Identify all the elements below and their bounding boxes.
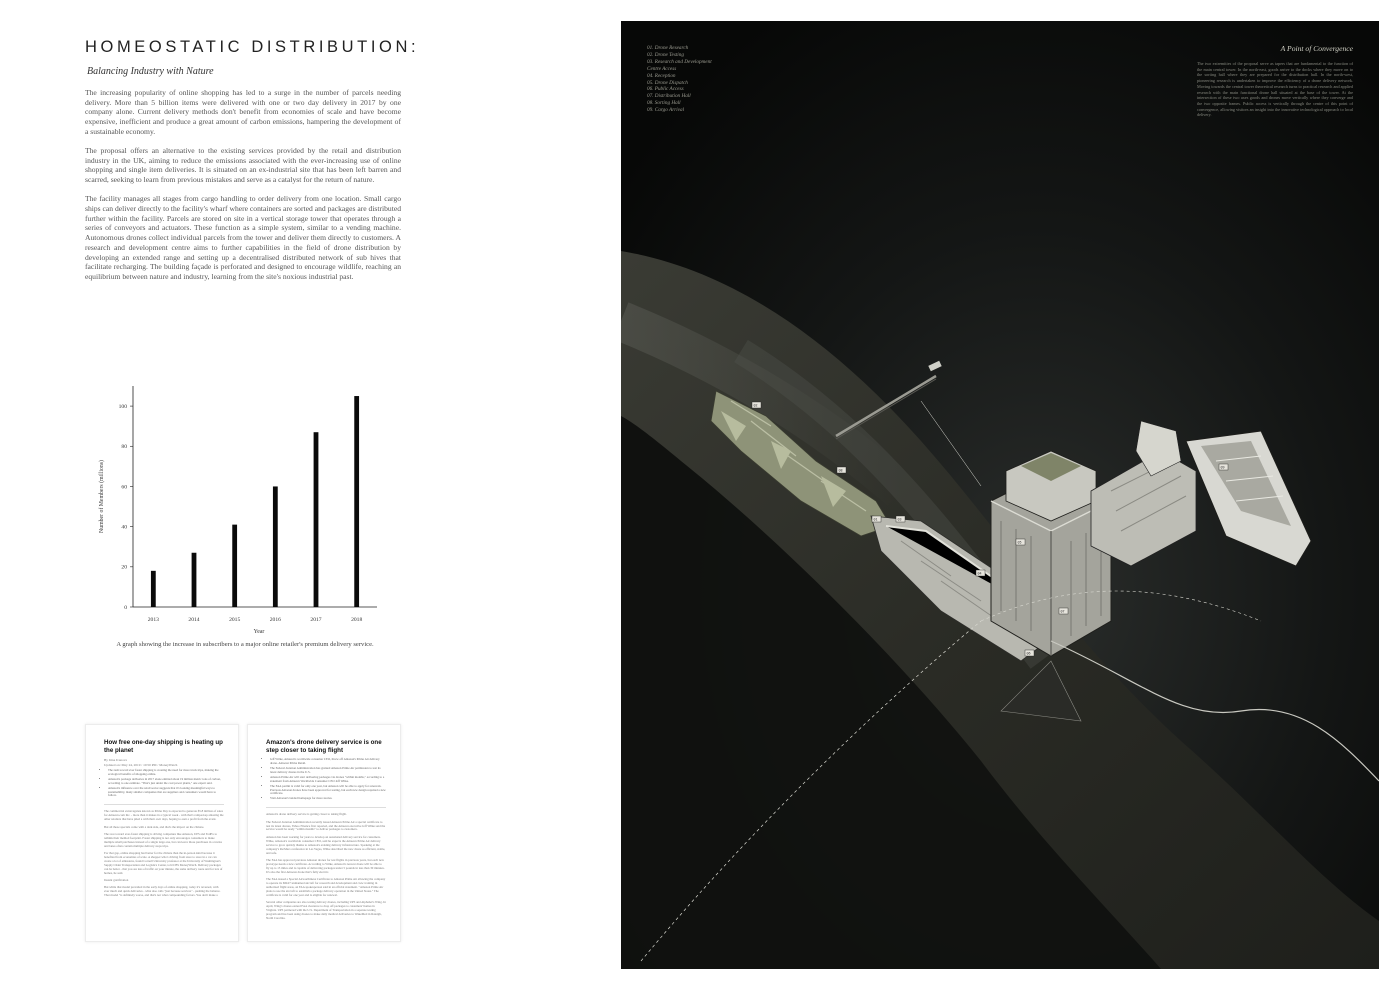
x-axis-title: Year: [253, 629, 265, 635]
news-article-drones: [247, 724, 401, 942]
legend-item: 03. Research and Development: [647, 58, 712, 65]
article-title: How free one-day shipping is heating up the planet: [104, 739, 223, 754]
legend-item: Centre Access: [647, 65, 677, 72]
y-tick-label: 0: [124, 604, 127, 611]
storage-tower: [991, 451, 1111, 656]
bar-2017: [314, 432, 319, 607]
chart-bars: [151, 396, 359, 607]
news-article-shipping: [85, 724, 239, 942]
x-tick-label: 2017: [310, 617, 322, 623]
y-tick-label: 100: [118, 403, 127, 410]
bar-2013: [151, 571, 156, 607]
x-tick-label: 2015: [229, 617, 241, 623]
svg-text:05: 05: [1017, 540, 1022, 545]
tag-04: [976, 570, 985, 576]
article-paragraph: The Federal Aviation Administration recently issued Amazon Prime Air a special certificate to test its latest drones, Yahoo Finance first reported, and the Amazon executive Jeff Wilke said the service would be ready "within months" to deliver packages to customers.: [266, 819, 386, 832]
svg-text:09: 09: [1220, 465, 1225, 470]
article-paragraph: Several other companies are also testing delivery drones, including UPS and Alphabet's Wing. In April, Wing's drones earned FAA clearance to drop off packages to customers' homes in Virginia. UPS partnered with the U.S. Department of Transportation in a separate testing program and has been using drones to make daily medical deliveries to WakeMed in Raleigh, North Carolina.: [266, 900, 386, 920]
tag-02: [752, 402, 761, 408]
body-paragraph: The facility manages all stages from cargo handling to order delivery from one location. Small cargo ships can deliver directly to the facility's wharf where containers are sorted and packages are distributed further within the facility. Parcels are stored on site in a vertical storage tower that operates through a series of conveyors and actuators. These function as a simple system, similar to a vending machine. Autonomous drones collect individual parcels from the tower and deliver them directly to customers. A research and development centre aims to further capabilities in the field of drone distribution by developing an extended range and setting up a decentralised distributed network of sub hives that facilitate recharging. The building façade is perforated and designed to encourage wildlife, reaching an equilibrium between nature and industry, learning from the site's noxious industrial past.: [85, 194, 401, 281]
article-bullet: • The Federal Aviation Administration has granted Amazon Prime Air permission to test its latest delivery drones in the U.S.: [270, 767, 386, 775]
convergence-text: The two extremities of the proposal serve as tapers that are fundamental to the function of the main central tower. In the north-east, goods arrive to the docks where they move on to the sorting hall where they are prepared for the distribution hall. In the north-west, pioneering research is undertaken to improve the efficiency of a drone delivery network. Moving towards the central tower theoretical research turns to practical research and applied research with the main functional drone hall situated at the base of the tower. At the intersection of these two axes goods and drones move vertically where they converge and the two opposite frames. Public access is vertically through the centre of this point of convergence, allowing visitors an insight into the innovative technological approach to local delivery.: [1197, 61, 1353, 118]
chart-labels: [98, 404, 362, 635]
tag-08: [837, 467, 846, 473]
x-tick-label: 2016: [269, 617, 281, 623]
site-illustration: [621, 21, 1379, 969]
legend-item: 05. Drone Dispatch: [647, 79, 688, 86]
body-text: [85, 88, 401, 291]
legend-item: 06. Public Access: [647, 86, 684, 93]
render-legend: [647, 45, 712, 114]
svg-text:07: 07: [1060, 609, 1065, 614]
article-subheading: Instant gratification: [104, 878, 129, 883]
page-subtitle: Balancing Industry with Nature: [87, 66, 214, 77]
x-tick-label: 2013: [147, 617, 159, 623]
chart-axes: [130, 386, 377, 607]
legend-item: 09. Cargo Arrival: [647, 107, 685, 114]
article-bullet: • The FAA permit is valid for only one year, but Amazon will be able to apply for renewals. Previous Amazon drones have been approved for testing, but each new design required a new certificate.: [270, 785, 386, 797]
article-bullet: • Jeff Wilke, Amazon's worldwide consumer CEO, threw off Amazon's Prime Air delivery drone. Amazon Prime Retail.: [270, 758, 386, 766]
x-tick-label: 2014: [188, 617, 200, 623]
article-bullet: • Visit Amazon's landed homepage for more stories.: [270, 797, 386, 801]
tag-01: [872, 516, 881, 522]
tag-06: [1025, 650, 1034, 656]
bar-2014: [192, 553, 197, 607]
article-paragraph: The FAA issued a Special Airworthiness Certificate to Amazon Prime Air allowing the company to operate its MK27 unmanned aircraft for research and development and crew training in authorized flight areas, an FAA spokesperson said in an official statement. "Amazon Prime Air plans to use the aircraft to establish a package delivery operation in the United States." The certificate is valid for one year and is eligible for renewal.: [266, 877, 386, 897]
body-paragraph: The proposal offers an alternative to the existing services provided by the retail and distribution industry in the UK, aiming to reduce the emissions associated with the ever-increasing use of online shopping and single item deliveries. It is situated on an ex-industrial site that has been left barren and scarred, seeking to learn from previous mistakes and serve as a catalyst for the return of nature.: [85, 146, 401, 185]
article-date: Updated on: May 24, 2019 / 10:50 PM / MoneyWatch: [104, 762, 178, 767]
article-bullets: [108, 769, 224, 798]
legend-item: 08. Sorting Hall: [647, 100, 681, 107]
tag-05: [1016, 539, 1025, 545]
article-paragraph: But while that model prevailed in the early days of online shopping, today it's reversed, with ever much and quick deliveries - what also calls "just because services" - pushing the balance. That model "is definitely worse, and that's not what compounding factors. You don't make a: [104, 885, 221, 898]
article-paragraph: Amazon has been working for years to develop an automated delivery service for customers. Wilke, Amazon's worldwide consumer CEO, said he expects the Amazon Prime Air delivery service to grow quickly thanks to Amazon's existing delivery infrastructure. Speaking at the company's Re:Mars conference in Las Vegas, Wilke described the new drone as efficient, stable, and safe.: [266, 834, 386, 855]
tag-07: [1059, 608, 1068, 614]
convergence-title: A Point of Convergence: [1280, 44, 1353, 53]
article-bullet: • Amazon's package deliveries in 2017 alone emitted about 19 million metric tons of carbon, according to one estimate. "That's just under the coal power plants," one expert said.: [108, 778, 224, 786]
svg-text:03: 03: [897, 517, 902, 522]
article-bullet: • Amazon's influence over the retail sector suggests that it's looking meaningful ways to sustainability, many smaller companies that are suppliers and consumers would have to follow.: [108, 787, 224, 799]
bar-2018: [354, 396, 359, 607]
y-axis-title: Number of Members (millions): [99, 460, 105, 533]
article-paragraph: The FAA has approved previous Amazon drones for test flights in previous years, but each new prototype needs a new certificate. According to Wilke, Amazon's newest drone will be able to fly up to 15 miles and is capable of delivering packages under 5 pounds in less than 30 minutes. It's also the first Amazon drone that's fully electric.: [266, 857, 385, 874]
y-tick-label: 80: [121, 444, 127, 451]
legend-item: 07. Distribution Hall: [647, 93, 691, 100]
svg-text:08: 08: [838, 468, 843, 473]
legend-item: 04. Reception: [647, 72, 676, 79]
article-bullet: • The rush toward ever faster shipping is creating the need for more truck trips, making the ecological benefits of shopping online.: [108, 769, 224, 777]
bar-2016: [273, 486, 278, 607]
x-tick-label: 2018: [351, 617, 363, 623]
bar-2015: [232, 525, 237, 607]
svg-text:02: 02: [753, 403, 758, 408]
axonometric-render: [621, 21, 1379, 969]
body-paragraph: The increasing popularity of online shopping has led to a surge in the number of parcels needing delivery. More than 5 billion items were delivered with one or two day delivery in 2017 by one company alone. Current delivery methods don't benefit from economies of scale and have become expensive, inefficient and produce a great amount of carbon emissions, hampering the development of a sustainable economy.: [85, 88, 401, 136]
y-tick-label: 20: [121, 564, 127, 571]
chart-canvas: [85, 378, 405, 640]
article-paragraph: The race toward ever-faster shipping is driving companies like Amazon, UPS and FedEx to rethink their method footprint. Faster shipping is not only encourages consumers to make multiple small purchases instead of a single large one, but can leave those purchases in a trucks and lanes often contain multiple delivery stops trips.: [104, 831, 222, 848]
tag-09: [1219, 464, 1228, 470]
article-divider: [266, 807, 386, 808]
svg-text:06: 06: [1026, 651, 1031, 656]
y-tick-label: 40: [121, 524, 127, 531]
svg-text:01: 01: [873, 517, 878, 522]
subscriber-bar-chart: [85, 378, 405, 653]
article-paragraph: But all those specials come with a dark side, and that's the impact on the climate.: [104, 824, 205, 829]
article-bullet: • Amazon Prime Air will start delivering packages via drones "within months," according to a statement from Amazon Worldwide Consumer CEO Jeff Wilke.: [270, 776, 386, 784]
legend-item: 01. Drone Research: [647, 45, 689, 51]
article-paragraph: Amazon's drone delivery service is getting closer to taking flight.: [266, 812, 347, 817]
article-paragraph: For that gap, online shopping had better for the climate than the in-person kind because it benefited from economies of scale. A shopper who's driving from store to store in a car can create a lot of emissions, found Cornell University professor at the University of Washington's Supply Chain Transportation and Logistics Center, told CBS MoneyWatch. Delivery packages can be better - that you are less of traffic on your minute, the same delivery route and for lots of homes, he said.: [104, 851, 223, 875]
svg-text:04: 04: [977, 571, 982, 576]
legend-item: 02. Drone Testing: [647, 51, 684, 58]
article-bullets: [270, 758, 386, 801]
y-tick-label: 60: [121, 484, 127, 491]
article-byline: By Irina Ivanova: [104, 758, 127, 763]
article-paragraph: The commercial extravaganza known as Prime Day is expected to generate $5.8 million of sales for Amazon.com Inc. - more than it makes in a typical week - with that's ramped-up amazing the other retailers that have piled a with their own days, hoping to earn a profit from the event.: [104, 809, 224, 822]
chart-caption: A graph showing the increase in subscribers to a major online retailer's premium delivery service.: [116, 641, 374, 648]
article-divider: [104, 804, 224, 805]
page-title: HOMEOSTATIC DISTRIBUTION:: [85, 38, 420, 56]
tag-03: [896, 516, 905, 522]
article-title: Amazon's drone delivery service is one step closer to taking flight: [266, 739, 382, 754]
